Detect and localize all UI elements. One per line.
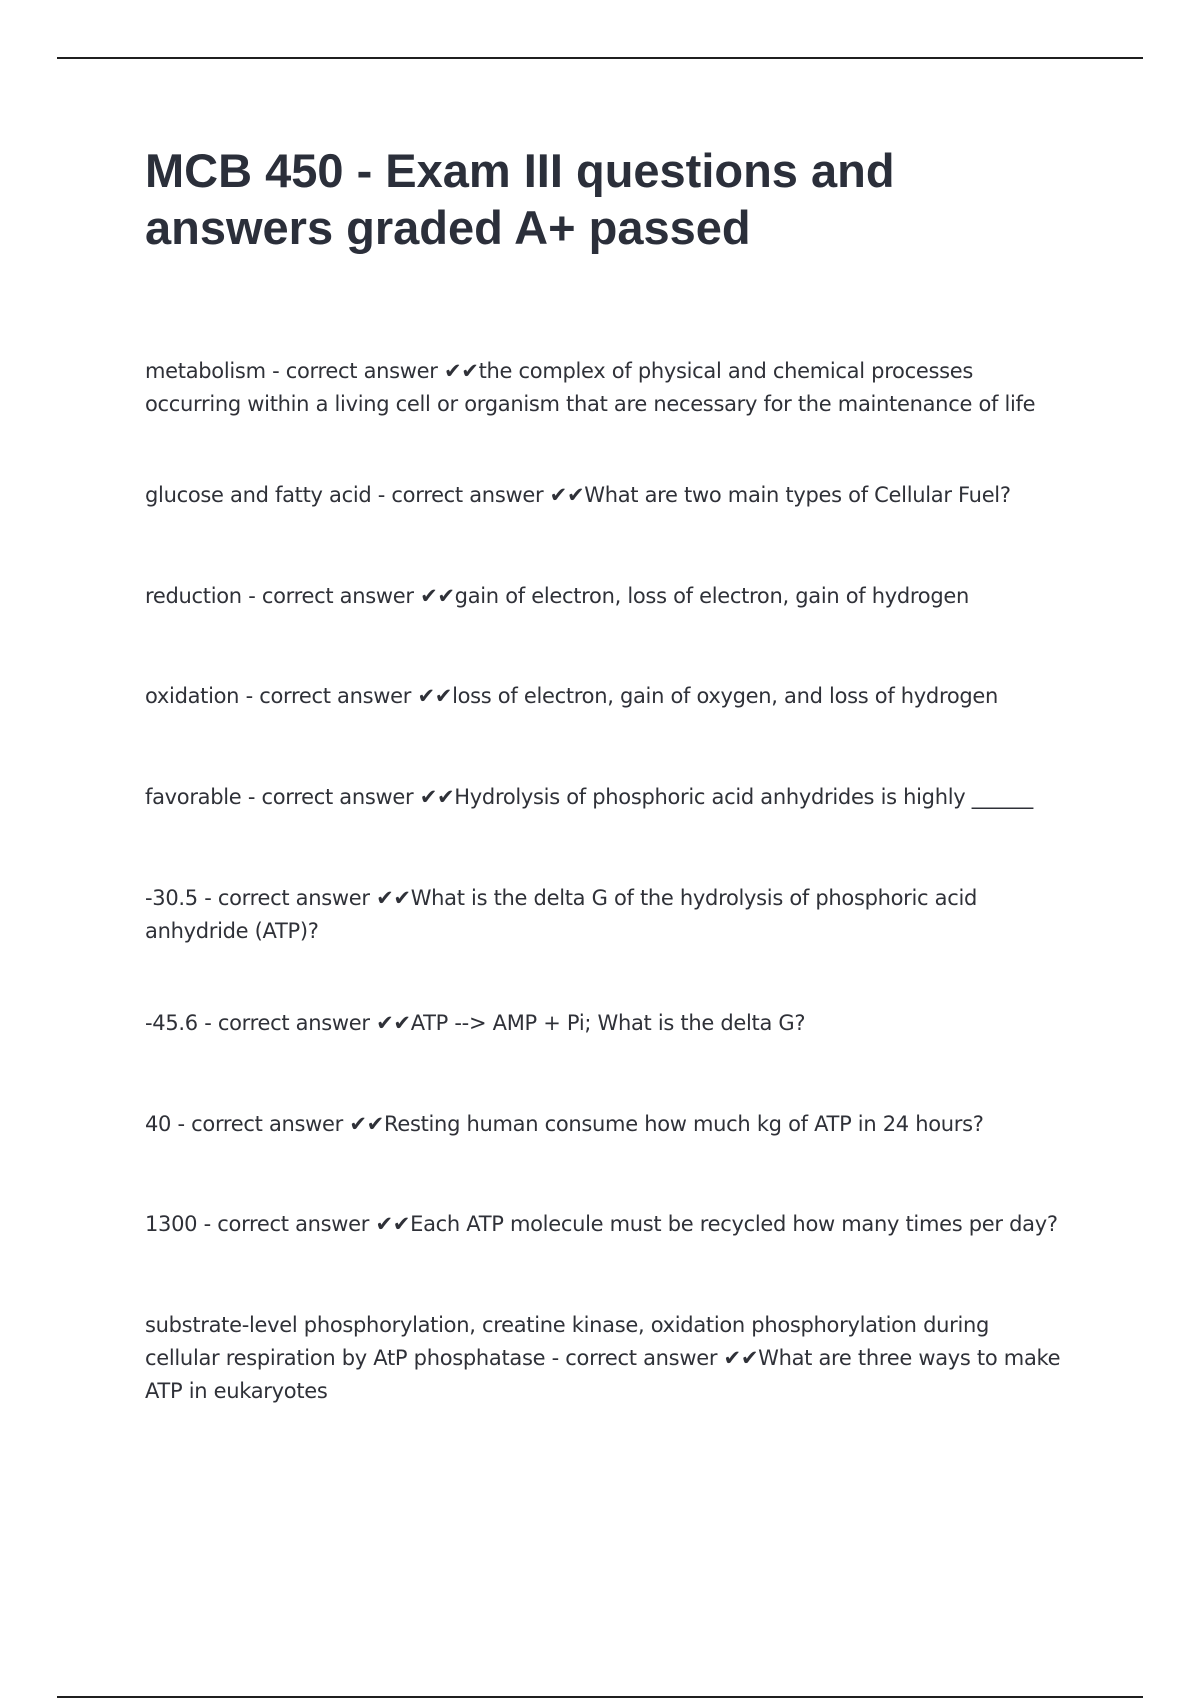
qa-term: metabolism <box>145 359 266 383</box>
qa-definition: What are two main types of Cellular Fuel? <box>584 483 1011 507</box>
qa-list <box>145 355 1065 1408</box>
qa-definition: gain of electron, loss of electron, gain of hydrogen <box>454 584 970 608</box>
top-divider <box>57 57 1143 59</box>
double-check-icon: ✔✔ <box>420 584 455 608</box>
qa-definition: the complex of physical and chemical processes occurring within a living cell or organism that are necessary for the maintenance of life <box>145 359 1036 416</box>
qa-separator: - correct answer <box>197 886 377 910</box>
qa-entry <box>145 355 1065 421</box>
double-check-icon: ✔✔ <box>549 483 585 507</box>
qa-separator: - correct answer <box>545 1346 724 1370</box>
qa-definition: Hydrolysis of phosphoric acid anhydrides is highly ______ <box>454 785 1033 809</box>
qa-term: glucose and fatty acid <box>145 483 372 507</box>
qa-entry <box>145 580 1065 613</box>
double-check-icon: ✔✔ <box>375 1212 411 1236</box>
double-check-icon: ✔✔ <box>419 785 455 809</box>
qa-separator: - correct answer <box>241 584 421 608</box>
double-check-icon: ✔✔ <box>444 359 479 383</box>
qa-entry <box>145 1007 1065 1040</box>
qa-term: oxidation <box>145 684 240 708</box>
qa-definition: ATP --> AMP + Pi; What is the delta G? <box>410 1011 806 1035</box>
double-check-icon: ✔✔ <box>376 1011 411 1035</box>
qa-separator: - correct answer <box>171 1112 350 1136</box>
double-check-icon: ✔✔ <box>349 1112 384 1136</box>
qa-separator: - correct answer <box>371 483 550 507</box>
double-check-icon: ✔✔ <box>417 684 453 708</box>
qa-entry <box>145 1309 1065 1408</box>
double-check-icon: ✔✔ <box>723 1346 759 1370</box>
qa-separator: - correct answer <box>265 359 444 383</box>
qa-entry <box>145 882 1065 948</box>
qa-separator: - correct answer <box>239 684 418 708</box>
qa-entry <box>145 479 1065 512</box>
qa-definition: Each ATP molecule must be recycled how many times per day? <box>410 1212 1058 1236</box>
qa-term: 40 <box>145 1112 172 1136</box>
qa-separator: - correct answer <box>197 1011 377 1035</box>
qa-term: favorable <box>145 785 242 809</box>
qa-term: reduction <box>145 584 242 608</box>
qa-term: 1300 <box>145 1212 198 1236</box>
double-check-icon: ✔✔ <box>376 886 411 910</box>
qa-separator: - correct answer <box>197 1212 376 1236</box>
document-title: MCB 450 - Exam III questions and answers graded A+ passed <box>145 144 895 254</box>
qa-entry <box>145 1208 1065 1241</box>
qa-definition: What are three ways to make ATP in eukaryotes <box>145 1346 1061 1403</box>
qa-entry <box>145 781 1065 814</box>
qa-definition: What is the delta G of the hydrolysis of phosphoric acid anhydride (ATP)? <box>145 886 978 943</box>
qa-entry <box>145 1108 1065 1141</box>
qa-term: substrate-level phosphorylation, creatine kinase, oxidation phosphorylation during cellular respiration by AtP phosphatase <box>145 1313 990 1370</box>
qa-definition: Resting human consume how much kg of ATP in 24 hours? <box>383 1112 984 1136</box>
qa-separator: - correct answer <box>241 785 420 809</box>
qa-entry <box>145 680 1065 713</box>
qa-term: -45.6 <box>145 1011 198 1035</box>
bottom-divider <box>57 1696 1143 1698</box>
qa-term: -30.5 <box>145 886 198 910</box>
qa-definition: loss of electron, gain of oxygen, and loss of hydrogen <box>452 684 999 708</box>
